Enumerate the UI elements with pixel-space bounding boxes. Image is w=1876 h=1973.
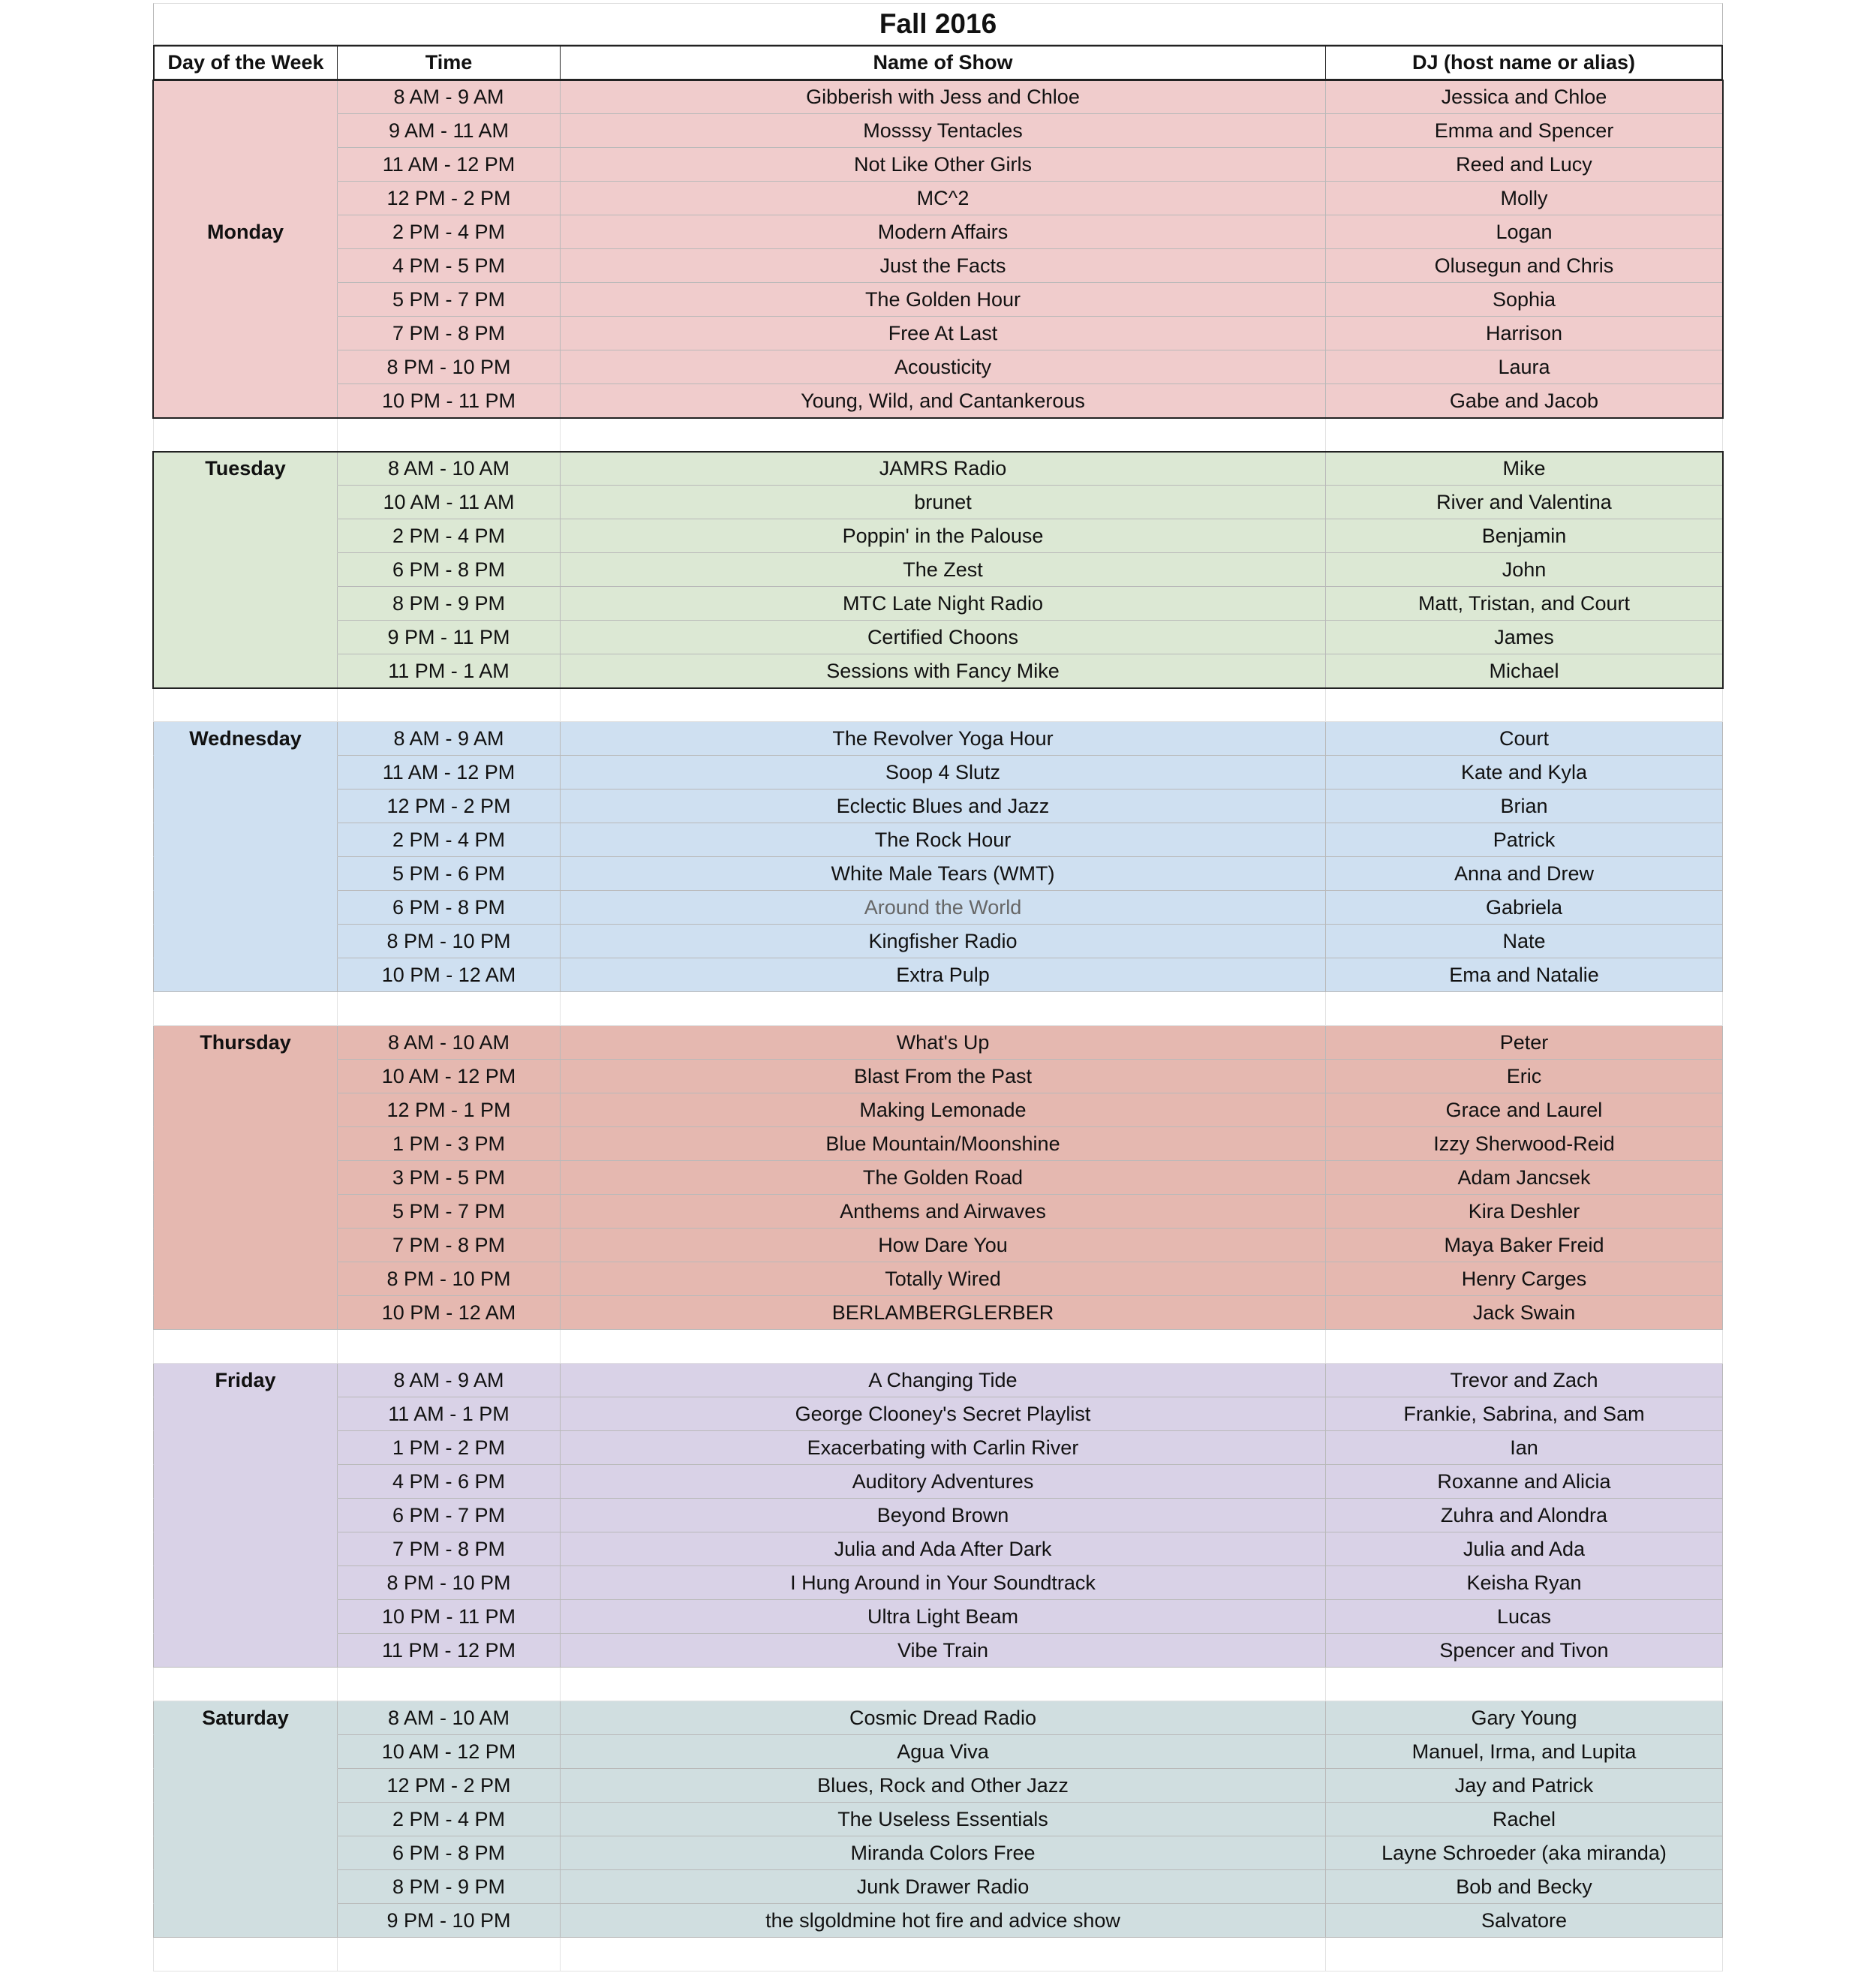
day-cell [153,1836,338,1870]
time-cell: 10 PM - 11 PM [338,384,561,418]
dj-cell: Roxanne and Alicia [1326,1465,1723,1499]
time-cell: 12 PM - 1 PM [338,1093,561,1127]
time-cell: 5 PM - 6 PM [338,857,561,891]
day-cell [153,1600,338,1634]
time-cell: 11 AM - 12 PM [338,148,561,182]
day-cell [153,114,338,148]
dj-cell: Maya Baker Freid [1326,1229,1723,1262]
dj-cell: Julia and Ada [1326,1532,1723,1566]
table-row [153,621,1723,654]
dj-cell: Ian [1326,1431,1723,1465]
title-row [153,3,1723,45]
spacer-cell [153,992,338,1026]
day-label: Monday [153,215,338,249]
table-row [153,1904,1723,1938]
spacer-cell [338,418,561,452]
time-cell: 8 AM - 10 AM [338,1026,561,1060]
day-cell [153,519,338,553]
show-name-cell: The Zest [561,553,1326,587]
table-row [153,857,1723,891]
dj-cell: Anna and Drew [1326,857,1723,891]
time-cell: 10 PM - 12 AM [338,958,561,992]
day-cell [153,1262,338,1296]
spacer-row [153,1330,1723,1364]
dj-cell: Reed and Lucy [1326,148,1723,182]
spacer-cell [561,1938,1326,1971]
table-row [153,1769,1723,1803]
dj-cell: Spencer and Tivon [1326,1634,1723,1668]
day-cell [153,1431,338,1465]
time-cell: 8 AM - 9 AM [338,722,561,756]
dj-cell: Manuel, Irma, and Lupita [1326,1735,1723,1769]
time-cell: 10 AM - 12 PM [338,1060,561,1093]
show-name-cell: Agua Viva [561,1735,1326,1769]
table-row [153,756,1723,790]
dj-cell: Olusegun and Chris [1326,249,1723,283]
dj-cell: James [1326,621,1723,654]
table-row [153,654,1723,688]
day-label: Tuesday [153,452,338,486]
table-row [153,519,1723,553]
show-name-cell: Blues, Rock and Other Jazz [561,1769,1326,1803]
spacer-cell [561,418,1326,452]
day-cell [153,857,338,891]
show-name-cell: Young, Wild, and Cantankerous [561,384,1326,418]
show-name-cell: Certified Choons [561,621,1326,654]
day-cell [153,1397,338,1431]
time-cell: 11 PM - 1 AM [338,654,561,688]
table-row [153,1060,1723,1093]
table-row [153,317,1723,350]
time-cell: 8 AM - 9 AM [338,1364,561,1397]
spacer-cell [1326,1938,1723,1971]
show-name-cell: How Dare You [561,1229,1326,1262]
show-name-cell: George Clooney's Secret Playlist [561,1397,1326,1431]
dj-cell: Jack Swain [1326,1296,1723,1330]
day-label: Wednesday [153,722,338,756]
time-cell: 1 PM - 2 PM [338,1431,561,1465]
dj-cell: Gabriela [1326,891,1723,925]
table-row [153,1634,1723,1668]
show-name-cell: Exacerbating with Carlin River [561,1431,1326,1465]
table-row [153,1431,1723,1465]
spacer-cell [1326,992,1723,1026]
section-monday [153,80,1723,418]
time-cell: 2 PM - 4 PM [338,519,561,553]
spacer-cell [338,1330,561,1364]
dj-cell: Sophia [1326,283,1723,317]
show-name-cell: The Useless Essentials [561,1803,1326,1836]
table-row [153,891,1723,925]
show-name-cell: Blast From the Past [561,1060,1326,1093]
sheet-title: Fall 2016 [153,3,1723,45]
show-name-cell: Julia and Ada After Dark [561,1532,1326,1566]
spacer-row [153,1668,1723,1701]
day-cell [153,790,338,823]
table-row [153,1701,1723,1735]
time-cell: 6 PM - 8 PM [338,553,561,587]
spacer-cell [153,1938,338,1971]
day-cell [153,1499,338,1532]
show-name-cell: Poppin' in the Palouse [561,519,1326,553]
day-cell [153,317,338,350]
day-cell [153,350,338,384]
day-cell [153,621,338,654]
show-name-cell: Vibe Train [561,1634,1326,1668]
dj-cell: Jessica and Chloe [1326,80,1723,114]
time-cell: 9 PM - 10 PM [338,1904,561,1938]
show-name-cell: Mosssy Tentacles [561,114,1326,148]
dj-cell: Kira Deshler [1326,1195,1723,1229]
dj-cell: Emma and Spencer [1326,114,1723,148]
table-row [153,148,1723,182]
table-row [153,1093,1723,1127]
spacer-row [153,992,1723,1026]
show-name-cell: Ultra Light Beam [561,1600,1326,1634]
time-cell: 8 PM - 10 PM [338,350,561,384]
dj-cell: Laura [1326,350,1723,384]
dj-cell: River and Valentina [1326,486,1723,519]
show-name-cell: White Male Tears (WMT) [561,857,1326,891]
time-cell: 8 PM - 9 PM [338,587,561,621]
section-thursday [153,1026,1723,1330]
dj-cell: Salvatore [1326,1904,1723,1938]
show-name-cell: Cosmic Dread Radio [561,1701,1326,1735]
dj-cell: Lucas [1326,1600,1723,1634]
time-cell: 8 AM - 9 AM [338,80,561,114]
day-cell [153,587,338,621]
show-name-cell: brunet [561,486,1326,519]
day-label: Saturday [153,1701,338,1735]
table-row [153,350,1723,384]
day-cell [153,1195,338,1229]
spacer-cell [1326,418,1723,452]
day-cell [153,1296,338,1330]
show-name-cell: Blue Mountain/Moonshine [561,1127,1326,1161]
table-row [153,587,1723,621]
table-row [153,553,1723,587]
dj-cell: Grace and Laurel [1326,1093,1723,1127]
time-cell: 11 AM - 12 PM [338,756,561,790]
dj-cell: Patrick [1326,823,1723,857]
show-name-cell: Soop 4 Slutz [561,756,1326,790]
time-cell: 9 PM - 11 PM [338,621,561,654]
time-cell: 8 AM - 10 AM [338,452,561,486]
show-name-cell: Eclectic Blues and Jazz [561,790,1326,823]
table-row [153,1836,1723,1870]
header-row [153,45,1723,80]
spacer-cell [338,1938,561,1971]
day-label: Thursday [153,1026,338,1060]
time-cell: 2 PM - 4 PM [338,1803,561,1836]
dj-cell: Harrison [1326,317,1723,350]
show-name-cell: Sessions with Fancy Mike [561,654,1326,688]
time-cell: 12 PM - 2 PM [338,790,561,823]
show-name-cell: JAMRS Radio [561,452,1326,486]
show-name-cell: Modern Affairs [561,215,1326,249]
time-cell: 11 AM - 1 PM [338,1397,561,1431]
dj-cell: Nate [1326,925,1723,958]
header-time: Time [338,47,561,80]
time-cell: 12 PM - 2 PM [338,182,561,215]
day-cell [153,1060,338,1093]
table-row [153,1566,1723,1600]
day-cell [153,1904,338,1938]
time-cell: 11 PM - 12 PM [338,1634,561,1668]
header-show: Name of Show [561,47,1326,80]
time-cell: 9 AM - 11 AM [338,114,561,148]
time-cell: 4 PM - 5 PM [338,249,561,283]
table-row [153,790,1723,823]
dj-cell: Rachel [1326,1803,1723,1836]
day-cell [153,1634,338,1668]
show-name-cell: Anthems and Airwaves [561,1195,1326,1229]
show-name-cell: the slgoldmine hot fire and advice show [561,1904,1326,1938]
show-name-cell: Free At Last [561,317,1326,350]
day-cell [153,384,338,418]
time-cell: 8 PM - 10 PM [338,1566,561,1600]
spacer-cell [153,1668,338,1701]
table-row [153,249,1723,283]
time-cell: 8 PM - 10 PM [338,1262,561,1296]
table-row [153,958,1723,992]
day-cell [153,891,338,925]
day-cell [153,1735,338,1769]
day-cell [153,148,338,182]
dj-cell: Logan [1326,215,1723,249]
day-cell [153,1229,338,1262]
time-cell: 5 PM - 7 PM [338,1195,561,1229]
show-name-cell: Making Lemonade [561,1093,1326,1127]
time-cell: 7 PM - 8 PM [338,1532,561,1566]
table-row [153,722,1723,756]
table-row [153,1735,1723,1769]
section-saturday [153,1701,1723,1938]
show-name-cell: Gibberish with Jess and Chloe [561,80,1326,114]
table-row [153,1870,1723,1904]
time-cell: 10 AM - 12 PM [338,1735,561,1769]
time-cell: 7 PM - 8 PM [338,1229,561,1262]
day-cell [153,1870,338,1904]
table-row [153,1127,1723,1161]
table-row [153,1803,1723,1836]
time-cell: 12 PM - 2 PM [338,1769,561,1803]
dj-cell: Molly [1326,182,1723,215]
day-cell [153,925,338,958]
dj-cell: Jay and Patrick [1326,1769,1723,1803]
day-cell [153,182,338,215]
day-cell [153,958,338,992]
day-cell [153,249,338,283]
show-name-cell: Junk Drawer Radio [561,1870,1326,1904]
dj-cell: Keisha Ryan [1326,1566,1723,1600]
spacer-row [153,688,1723,722]
day-cell [153,654,338,688]
table-row [153,823,1723,857]
section-tuesday [153,452,1723,688]
header-dj: DJ (host name or alias) [1326,47,1723,80]
day-cell [153,1566,338,1600]
day-cell [153,1769,338,1803]
show-name-cell: BERLAMBERGLERBER [561,1296,1326,1330]
schedule-body [153,80,1723,1971]
time-cell: 5 PM - 7 PM [338,283,561,317]
dj-cell: Eric [1326,1060,1723,1093]
table-row [153,1262,1723,1296]
dj-cell: Frankie, Sabrina, and Sam [1326,1397,1723,1431]
table-row [153,1397,1723,1431]
dj-cell: Izzy Sherwood-Reid [1326,1127,1723,1161]
show-name-cell: MC^2 [561,182,1326,215]
table-row [153,1161,1723,1195]
dj-cell: Court [1326,722,1723,756]
table-row [153,1229,1723,1262]
section-wednesday [153,722,1723,992]
show-name-cell: Kingfisher Radio [561,925,1326,958]
dj-cell: Ema and Natalie [1326,958,1723,992]
day-label: Friday [153,1364,338,1397]
day-cell [153,1803,338,1836]
table-row [153,1364,1723,1397]
dj-cell: Gary Young [1326,1701,1723,1735]
time-cell: 1 PM - 3 PM [338,1127,561,1161]
section-friday [153,1364,1723,1668]
dj-cell: Mike [1326,452,1723,486]
dj-cell: Peter [1326,1026,1723,1060]
dj-cell: Trevor and Zach [1326,1364,1723,1397]
day-cell [153,80,338,114]
table-row [153,1532,1723,1566]
table-row [153,452,1723,486]
table-row [153,182,1723,215]
dj-cell: Kate and Kyla [1326,756,1723,790]
spacer-cell [153,688,338,722]
show-name-cell: Not Like Other Girls [561,148,1326,182]
spacer-cell [561,1668,1326,1701]
spacer-row [153,1938,1723,1971]
show-name-cell: MTC Late Night Radio [561,587,1326,621]
dj-cell: Michael [1326,654,1723,688]
show-name-cell: The Rock Hour [561,823,1326,857]
day-cell [153,553,338,587]
time-cell: 3 PM - 5 PM [338,1161,561,1195]
show-name-cell: Around the World [561,891,1326,925]
show-name-cell: Totally Wired [561,1262,1326,1296]
show-name-cell: Acousticity [561,350,1326,384]
time-cell: 6 PM - 8 PM [338,1836,561,1870]
time-cell: 10 PM - 12 AM [338,1296,561,1330]
time-cell: 10 AM - 11 AM [338,486,561,519]
day-cell [153,823,338,857]
show-name-cell: The Revolver Yoga Hour [561,722,1326,756]
show-name-cell: Auditory Adventures [561,1465,1326,1499]
show-name-cell: The Golden Road [561,1161,1326,1195]
show-name-cell: Miranda Colors Free [561,1836,1326,1870]
spacer-cell [153,418,338,452]
dj-cell: Bob and Becky [1326,1870,1723,1904]
spacer-cell [1326,688,1723,722]
time-cell: 7 PM - 8 PM [338,317,561,350]
spacer-row [153,418,1723,452]
spacer-cell [1326,1330,1723,1364]
table-row [153,925,1723,958]
show-name-cell: Beyond Brown [561,1499,1326,1532]
day-cell [153,1127,338,1161]
show-name-cell: What's Up [561,1026,1326,1060]
day-cell [153,1093,338,1127]
show-name-cell: The Golden Hour [561,283,1326,317]
dj-cell: Adam Jancsek [1326,1161,1723,1195]
time-cell: 8 AM - 10 AM [338,1701,561,1735]
time-cell: 4 PM - 6 PM [338,1465,561,1499]
spacer-cell [338,688,561,722]
time-cell: 2 PM - 4 PM [338,823,561,857]
table-row [153,1600,1723,1634]
day-cell [153,283,338,317]
time-cell: 8 PM - 10 PM [338,925,561,958]
time-cell: 6 PM - 7 PM [338,1499,561,1532]
time-cell: 2 PM - 4 PM [338,215,561,249]
header-day: Day of the Week [153,47,338,80]
dj-cell: Gabe and Jacob [1326,384,1723,418]
dj-cell: Matt, Tristan, and Court [1326,587,1723,621]
spacer-cell [153,1330,338,1364]
spacer-cell [561,688,1326,722]
table-row [153,1499,1723,1532]
day-cell [153,1161,338,1195]
schedule-sheet [153,3,1723,1971]
show-name-cell: Extra Pulp [561,958,1326,992]
dj-cell: Layne Schroeder (aka miranda) [1326,1836,1723,1870]
table-row [153,1296,1723,1330]
table-row [153,114,1723,148]
table-row [153,1195,1723,1229]
table-row [153,80,1723,114]
dj-cell: John [1326,553,1723,587]
table-row [153,384,1723,418]
spacer-cell [338,992,561,1026]
spacer-cell [561,1330,1326,1364]
time-cell: 6 PM - 8 PM [338,891,561,925]
day-cell [153,756,338,790]
show-name-cell: A Changing Tide [561,1364,1326,1397]
day-cell [153,1465,338,1499]
table-row [153,215,1723,249]
spacer-cell [1326,1668,1723,1701]
show-name-cell: I Hung Around in Your Soundtrack [561,1566,1326,1600]
time-cell: 8 PM - 9 PM [338,1870,561,1904]
dj-cell: Benjamin [1326,519,1723,553]
table-row [153,1026,1723,1060]
day-cell [153,1532,338,1566]
time-cell: 10 PM - 11 PM [338,1600,561,1634]
spacer-cell [561,992,1326,1026]
table-row [153,1465,1723,1499]
table-row [153,486,1723,519]
dj-cell: Henry Carges [1326,1262,1723,1296]
table-row [153,283,1723,317]
dj-cell: Zuhra and Alondra [1326,1499,1723,1532]
spacer-cell [338,1668,561,1701]
dj-cell: Brian [1326,790,1723,823]
day-cell [153,486,338,519]
show-name-cell: Just the Facts [561,249,1326,283]
